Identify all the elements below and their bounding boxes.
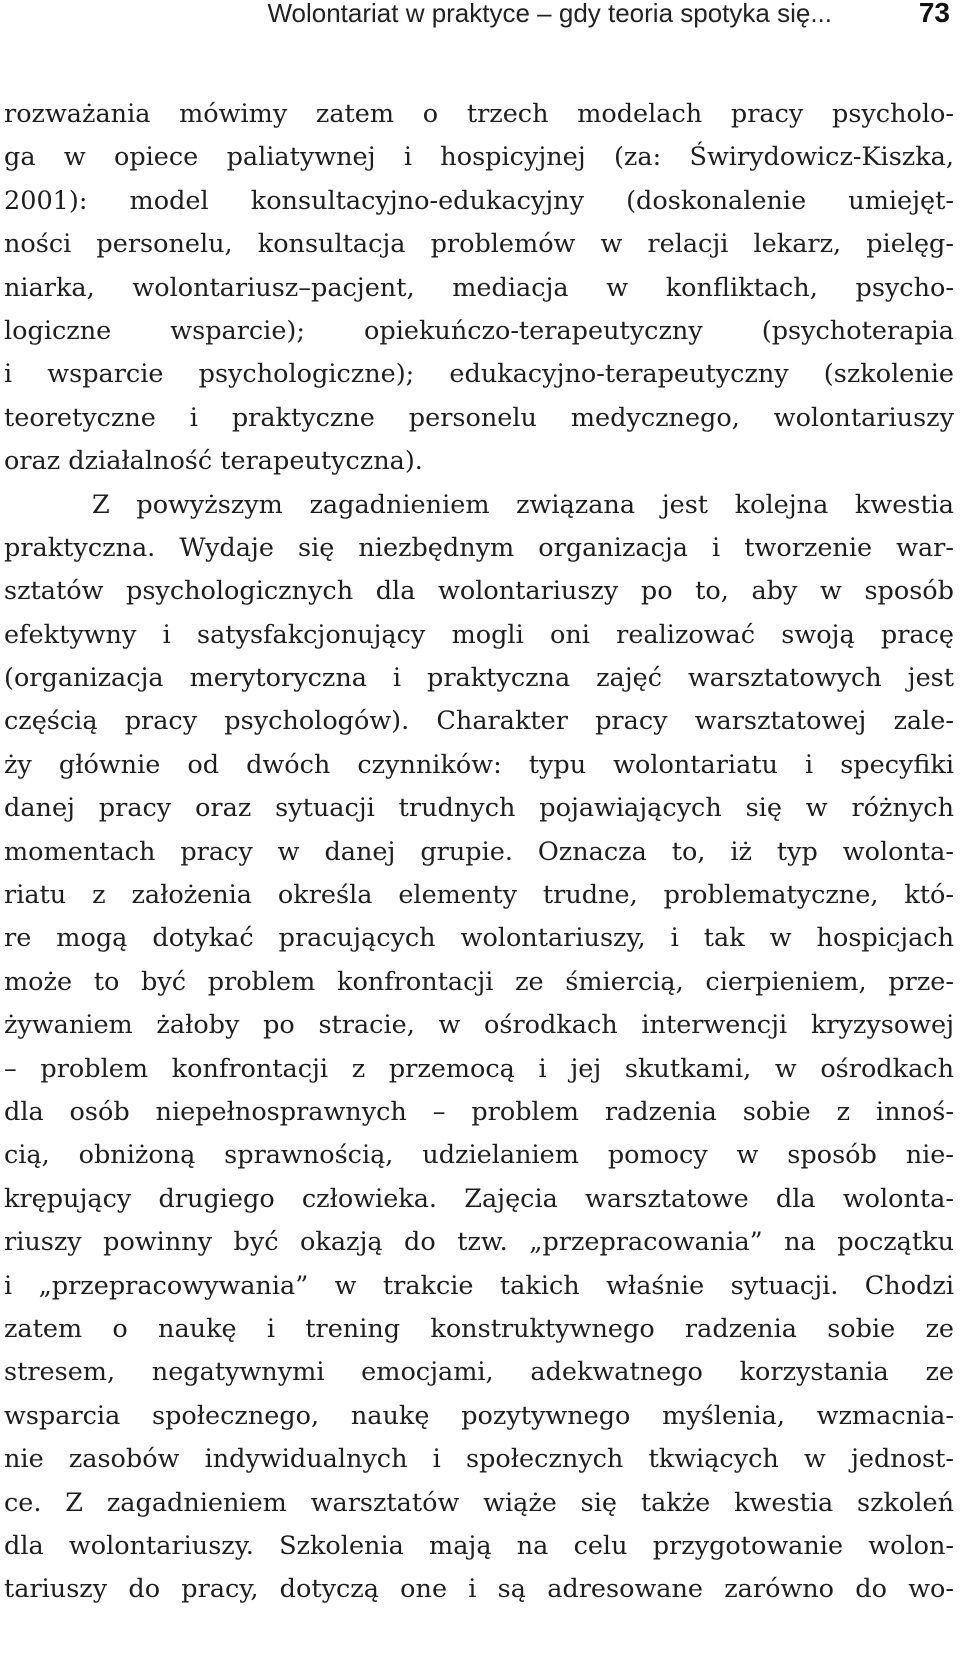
text-line: riuszy powinny być okazją do tzw. „przepracowania” na początku [4,1227,954,1258]
text-line: Z powyższym zagadnieniem związana jest kolejna kwestia [92,489,954,520]
text-line: ga w opiece paliatywnej i hospicyjnej (za: Świrydowicz-Kiszka, [4,142,954,173]
text-line: zatem o naukę i trening konstruktywnego radzenia sobie ze [4,1313,954,1344]
text-line: dla wolontariuszy. Szkolenia mają na celu przygotowanie wolon- [4,1530,954,1561]
text-line: momentach pracy w danej grupie. Oznacza to, iż typ wolonta- [4,836,954,867]
text-line: logiczne wsparcie); opiekuńczo-terapeutyczny (psychoterapia [4,315,954,346]
text-line: (organizacja merytoryczna i praktyczna zajęć warsztatowych jest [4,663,954,694]
text-line: nie zasobów indywidualnych i społecznych tkwiących w jednost- [4,1444,954,1475]
text-line: efektywny i satysfakcjonujący mogli oni realizować swoją pracę [4,619,954,650]
text-line: ności personelu, konsultacja problemów w relacji lekarz, pielęg- [4,229,954,260]
body-text [4,93,954,1612]
text-line: cią, obniżoną sprawnością, udzielaniem pomocy w sposób nie- [4,1140,954,1171]
text-line: danej pracy oraz sytuacji trudnych pojawiających się w różnych [4,793,954,824]
text-line: sztatów psychologicznych dla wolontariuszy po to, aby w sposób [4,576,954,607]
text-line: ży głównie od dwóch czynników: typu wolontariatu i specyfiki [4,749,954,780]
text-line: stresem, negatywnymi emocjami, adekwatnego korzystania ze [4,1357,954,1388]
text-line: i „przepracowywania” w trakcie takich właśnie sytuacji. Chodzi [4,1270,954,1301]
text-line: re mogą dotykać pracujących wolontariuszy, i tak w hospicjach [4,923,954,954]
page-number: 73 [918,0,950,28]
text-line: 2001): model konsultacyjno-edukacyjny (doskonalenie umiejęt- [4,185,954,216]
text-line: niarka, wolontariusz–pacjent, mediacja w konfliktach, psycho- [4,272,954,303]
text-line: częścią pracy psychologów). Charakter pracy warsztatowej zale- [4,706,954,737]
text-line: teoretyczne i praktyczne personelu medycznego, wolontariuszy [4,402,954,433]
text-line: krępujący drugiego człowieka. Zajęcia warsztatowe dla wolonta- [4,1183,954,1214]
text-line: żywaniem żałoby po stracie, w ośrodkach interwencji kryzysowej [4,1010,954,1041]
text-line: oraz działalność terapeutyczna). [4,446,423,477]
text-line: riatu z założenia określa elementy trudne, problematyczne, któ- [4,880,954,911]
running-title: Wolontariat w praktyce – gdy teoria spotyka się... [267,0,832,28]
text-line: ce. Z zagadnieniem warsztatów wiąże się także kwestia szkoleń [4,1487,954,1518]
text-line: rozważania mówimy zatem o trzech modelach pracy psycholo- [4,99,954,129]
text-line: dla osób niepełnosprawnych – problem radzenia sobie z innoś- [4,1096,954,1127]
text-line: i wsparcie psychologiczne); edukacyjno-terapeutyczny (szkolenie [4,359,954,390]
text-line: tariuszy do pracy, dotyczą one i są adresowane zarówno do wo- [4,1574,954,1605]
text-line: wsparcia społecznego, naukę pozytywnego myślenia, wzmacnia- [4,1400,954,1431]
text-line: praktyczna. Wydaje się niezbędnym organizacja i tworzenie war- [4,532,954,563]
text-line: – problem konfrontacji z przemocą i jej skutkami, w ośrodkach [4,1053,954,1084]
page-header [0,0,960,30]
text-line: może to być problem konfrontacji ze śmiercią, cierpieniem, prze- [4,966,954,997]
